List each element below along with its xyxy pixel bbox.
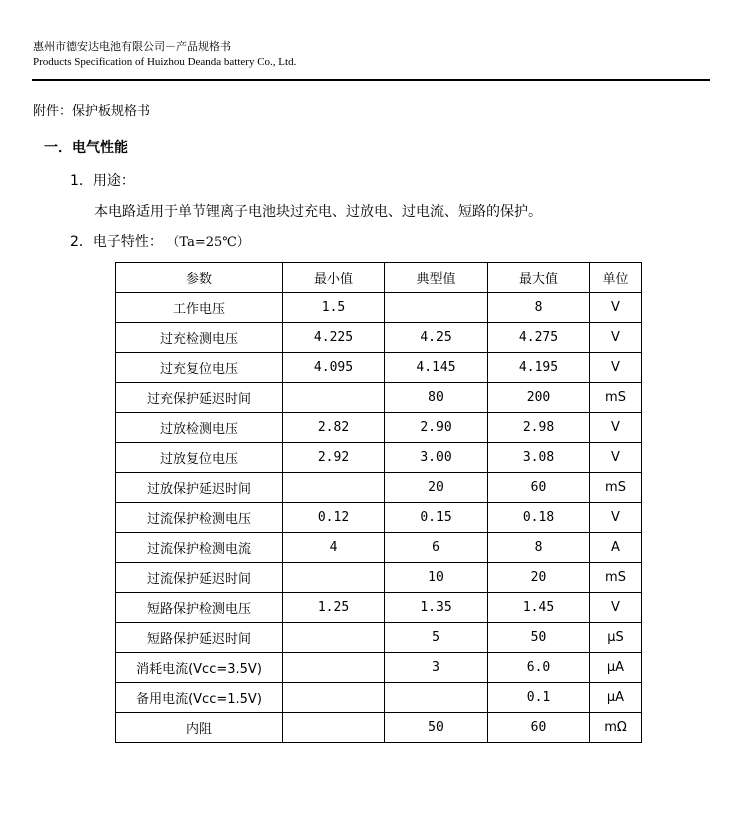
cell-typ: 4.145 [385,353,488,383]
cell-typ: 3 [385,653,488,683]
cell-typ: 50 [385,713,488,743]
cell-max: 50 [488,623,590,653]
cell-unit: mS [590,563,642,593]
cell-typ: 10 [385,563,488,593]
cell-min [283,473,385,503]
cell-min: 1.25 [283,593,385,623]
cell-unit: V [590,443,642,473]
cell-min: 2.82 [283,413,385,443]
table-row [116,623,642,653]
cell-min: 0.12 [283,503,385,533]
cell-max: 200 [488,383,590,413]
usage-heading: 1．用途： [70,173,135,189]
table-header-row [116,263,642,293]
cell-max: 1.45 [488,593,590,623]
cell-unit: mΩ [590,713,642,743]
cell-max: 0.1 [488,683,590,713]
cell-min: 2.92 [283,443,385,473]
company-name-cn: 惠州市德安达电池有限公司－产品规格书 [33,40,231,53]
table-row [116,323,642,353]
cell-typ [385,683,488,713]
cell-unit: μS [590,623,642,653]
table-body [116,293,642,743]
cell-typ: 20 [385,473,488,503]
table-row [116,593,642,623]
column-header-max: 最大值 [488,263,590,293]
cell-parameter: 过放保护延迟时间 [116,473,283,503]
table-row [116,653,642,683]
cell-parameter: 过放检测电压 [116,413,283,443]
table-row [116,563,642,593]
cell-min: 4 [283,533,385,563]
cell-min [283,383,385,413]
cell-typ: 0.15 [385,503,488,533]
cell-unit: mS [590,383,642,413]
table-row [116,413,642,443]
cell-parameter: 过充保护延迟时间 [116,383,283,413]
cell-unit: V [590,293,642,323]
section-title-electrical: 一．电气性能 [44,140,128,156]
usage-paragraph: 本电路适用于单节锂离子电池块过充电、过放电、过电流、短路的保护。 [94,204,542,220]
cell-parameter: 短路保护延迟时间 [116,623,283,653]
cell-min [283,713,385,743]
cell-typ: 80 [385,383,488,413]
cell-unit: A [590,533,642,563]
table-row [116,713,642,743]
cell-parameter: 内阻 [116,713,283,743]
cell-min [283,683,385,713]
temperature-condition: （Ta=25℃） [172,235,250,250]
cell-max: 4.275 [488,323,590,353]
column-header-parameter: 参数 [116,263,283,293]
cell-unit: V [590,323,642,353]
cell-unit: μA [590,653,642,683]
cell-unit: μA [590,683,642,713]
column-header-typ: 典型值 [385,263,488,293]
cell-min: 4.095 [283,353,385,383]
cell-max: 6.0 [488,653,590,683]
cell-typ [385,293,488,323]
cell-unit: V [590,593,642,623]
table-row [116,683,642,713]
header-divider [32,79,710,81]
attachment-title: 附件：保护板规格书 [33,104,151,119]
cell-max: 4.195 [488,353,590,383]
cell-max: 0.18 [488,503,590,533]
table-row [116,383,642,413]
company-name-en: Products Specification of Huizhou Deanda battery Co., Ltd. [33,56,297,68]
cell-unit: V [590,503,642,533]
cell-parameter: 消耗电流(Vcc=3.5V) [116,653,283,683]
cell-min [283,623,385,653]
cell-min [283,563,385,593]
cell-unit: mS [590,473,642,503]
cell-max: 60 [488,713,590,743]
cell-typ: 2.90 [385,413,488,443]
cell-parameter: 备用电流(Vcc=1.5V) [116,683,283,713]
cell-typ: 6 [385,533,488,563]
spec-table [115,262,642,743]
cell-typ: 1.35 [385,593,488,623]
column-header-min: 最小值 [283,263,385,293]
table-row [116,473,642,503]
table-row [116,533,642,563]
table-row [116,293,642,323]
cell-min: 1.5 [283,293,385,323]
table-row [116,353,642,383]
cell-unit: V [590,353,642,383]
cell-max: 8 [488,533,590,563]
cell-typ: 5 [385,623,488,653]
table-row [116,503,642,533]
cell-parameter: 过充检测电压 [116,323,283,353]
cell-parameter: 过流保护检测电流 [116,533,283,563]
cell-max: 20 [488,563,590,593]
cell-typ: 4.25 [385,323,488,353]
cell-parameter: 工作电压 [116,293,283,323]
cell-unit: V [590,413,642,443]
cell-max: 8 [488,293,590,323]
column-header-unit: 单位 [590,263,642,293]
cell-parameter: 过流保护延迟时间 [116,563,283,593]
cell-min [283,653,385,683]
table-row [116,443,642,473]
cell-parameter: 过放复位电压 [116,443,283,473]
cell-max: 2.98 [488,413,590,443]
cell-min: 4.225 [283,323,385,353]
cell-parameter: 过充复位电压 [116,353,283,383]
cell-max: 60 [488,473,590,503]
cell-parameter: 过流保护检测电压 [116,503,283,533]
characteristics-heading [70,232,250,253]
characteristics-label: 2．电子特性： [70,234,163,250]
cell-max: 3.08 [488,443,590,473]
cell-typ: 3.00 [385,443,488,473]
cell-parameter: 短路保护检测电压 [116,593,283,623]
